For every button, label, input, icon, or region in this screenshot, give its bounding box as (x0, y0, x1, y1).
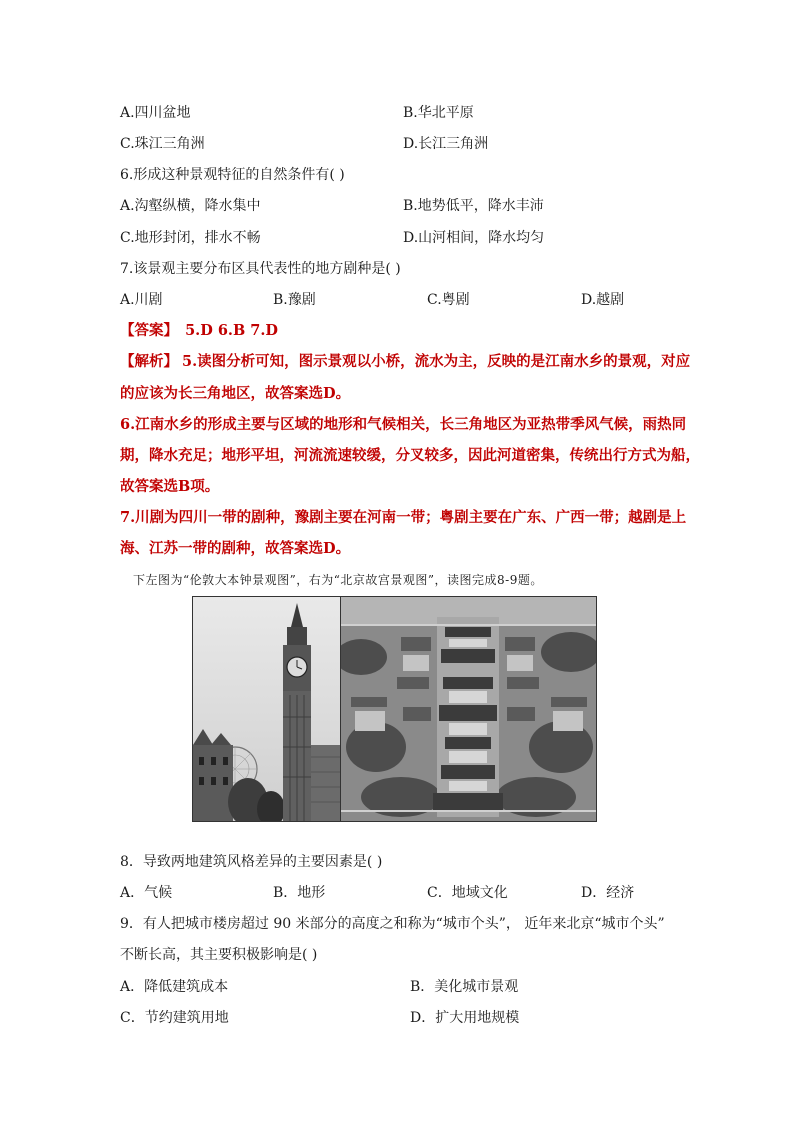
q7-option-a: A.川剧 (120, 292, 163, 308)
q9-option-d: D．扩大用地规模 (410, 1010, 520, 1026)
q9-option-b: B．美化城市景观 (410, 979, 519, 995)
q9-option-a: A．降低建筑成本 (120, 979, 229, 995)
analysis-line-7: 海、江苏一带的剧种，故答案选D。 (120, 540, 351, 557)
q6-option-c: C.地形封闭，排水不畅 (120, 230, 261, 246)
big-ben-photo (192, 596, 342, 822)
q7-option-d: D.越剧 (581, 292, 625, 308)
q5-option-a: A.四川盆地 (120, 105, 191, 121)
analysis-line-3: 6.江南水乡的形成主要与区域的地形和气候相关，长三角地区为亚热带季风气候，雨热同 (120, 416, 687, 433)
figure-caption: 下左图为“伦敦大本钟景观图”，右为“北京故宫景观图”，读图完成8-9题。 (133, 573, 543, 587)
q5-option-b: B.华北平原 (403, 105, 474, 121)
q7-stem: 7.该景观主要分布区具代表性的地方剧种是( ) (120, 261, 401, 277)
q6-option-d: D.山河相间，降水均匀 (403, 230, 545, 246)
analysis-tag: 【解析】 (120, 353, 178, 370)
analysis-line-1 (120, 352, 690, 372)
q6-stem: 6.形成这种景观特征的自然条件有( ) (120, 167, 345, 183)
q6-option-b: B.地势低平，降水丰沛 (403, 198, 544, 214)
q6-option-a: A.沟壑纵横，降水集中 (120, 198, 261, 214)
q8-option-c: C．地域文化 (427, 885, 508, 901)
q7-option-b: B.豫剧 (273, 292, 316, 308)
analysis-line-4: 期，降水充足；地形平坦，河流流速较缓，分叉较多，因此河道密集，传统出行方式为船， (120, 447, 700, 464)
q5-option-c: C.珠江三角洲 (120, 136, 205, 152)
answer-line (120, 321, 278, 341)
q9-stem-line-1: 9．有人把城市楼房超过 90 米部分的高度之和称为“城市个头”， 近年来北京“城市个头” (120, 916, 665, 932)
answer-text: 5.D 6.B 7.D (185, 322, 278, 339)
q8-option-a: A．气候 (120, 885, 173, 901)
q8-option-b: B．地形 (273, 885, 326, 901)
q5-option-d: D.长江三角洲 (403, 136, 489, 152)
analysis-text-1: 5.读图分析可知，图示景观以小桥，流水为主，反映的是江南水乡的景观，对应 (182, 353, 691, 370)
q9-option-c: C．节约建筑用地 (120, 1010, 229, 1026)
q7-option-c: C.粤剧 (427, 292, 470, 308)
q8-option-d: D．经济 (581, 885, 635, 901)
analysis-line-2: 的应该为长三角地区，故答案选D。 (120, 385, 351, 402)
q9-stem-line-2: 不断长高，其主要积极影响是( ) (120, 947, 318, 963)
q8-stem: 8．导致两地建筑风格差异的主要因素是( ) (120, 854, 383, 870)
answer-tag: 【答案】 (120, 322, 178, 339)
analysis-line-6: 7.川剧为四川一带的剧种，豫剧主要在河南一带；粤剧主要在广东、广西一带；越剧是上 (120, 509, 687, 526)
forbidden-city-photo (340, 596, 597, 822)
analysis-line-5: 故答案选B项。 (120, 478, 220, 495)
